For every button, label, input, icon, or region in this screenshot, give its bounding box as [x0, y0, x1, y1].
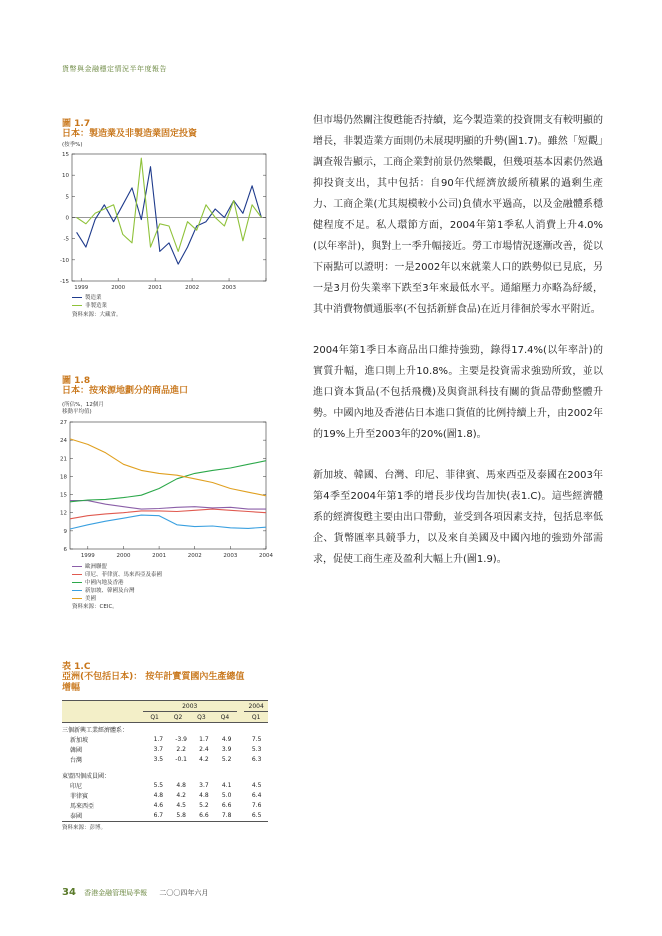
footer [62, 887, 208, 898]
table-cell: 1.7 [199, 736, 209, 744]
quarter-header: Q1 [150, 713, 159, 721]
table-cell: 6.6 [221, 802, 232, 810]
y-tick-label: 0 [65, 215, 69, 222]
figure-1-8-number: 圖 1.8 [62, 376, 91, 386]
year-header-2003: 2003 [143, 701, 237, 712]
x-tick-label: 2003 [222, 285, 237, 291]
figure-1-8 [62, 373, 272, 397]
legend-swatch-nie3 [72, 590, 82, 591]
y-tick-label: 12 [60, 510, 67, 517]
table-cell: 7.8 [221, 812, 232, 820]
x-tick-label: 2004 [259, 553, 273, 559]
table-cell: 4.1 [221, 782, 232, 790]
legend-item-asean4 [72, 571, 162, 579]
table-cell: 1.7 [153, 736, 164, 744]
table-cell: 5.2 [199, 802, 209, 810]
y-tick-label: 18 [60, 474, 67, 481]
table-row-label: 新加坡 [70, 737, 89, 745]
y-tick-label: 5 [65, 194, 69, 201]
table-group-label: 三個新興工業經濟體系： [62, 727, 129, 735]
table-cell: 7.6 [251, 802, 262, 810]
figure-1-7-chart [56, 148, 271, 300]
table-cell: 4.8 [199, 792, 209, 800]
table-row [62, 801, 268, 811]
figure-1-8-chart [56, 418, 276, 566]
table-spacer-cell [238, 755, 245, 765]
legend-item-us [72, 595, 162, 603]
figure-1-7-unit: (按季%) [62, 142, 83, 148]
table-row [62, 781, 268, 791]
legend-label-nie3: 新加坡、韓國及台灣 [85, 588, 135, 594]
table-cell: 3.5 [153, 756, 164, 764]
figure-1-7-title: 日本：製造業及非製造業固定投資 [62, 129, 198, 139]
page-number: 34 [62, 887, 76, 898]
series-line-2 [70, 461, 266, 502]
quarter-header: Q2 [173, 713, 183, 721]
quarter-header: Q4 [220, 713, 230, 721]
x-tick-label: 2001 [148, 285, 163, 291]
figure-1-8-source: 資料來源：CEIC。 [72, 604, 118, 610]
table-cell: 5.0 [221, 792, 232, 800]
legend-item-nie3 [72, 587, 162, 595]
table-cell: 2.2 [176, 746, 186, 754]
table-cell: 6.3 [251, 756, 262, 764]
series-line-4 [70, 439, 266, 496]
legend-item-non-manufacturing [72, 302, 122, 310]
year-header-2004: 2004 [244, 701, 268, 712]
table-cell: 3.7 [153, 746, 164, 754]
legend-swatch-manufacturing [72, 297, 82, 298]
y-tick-label: -15 [60, 279, 69, 285]
table-1c-body [62, 723, 268, 821]
table-row [62, 735, 268, 745]
table-1c-number: 表 1.C [62, 662, 91, 672]
table-cell: 4.9 [221, 736, 232, 744]
legend-label-eu: 歐洲聯盟 [85, 564, 108, 570]
table-row-label: 泰國 [70, 813, 83, 821]
table-row-label: 韓國 [70, 747, 83, 755]
figure-1-8-unit-line2: 移動平均值) [62, 409, 92, 415]
paragraph-3: 新加坡、韓國、台灣、印尼、菲律賓、馬來西亞及泰國在2003年第4季至2004年第1季的增長步伐均告加快(表1.C)。這些經濟體系的經濟復甦主要由出口帶動，並受到各項因素支持，包括息率低企、貨幣匯率具競爭力，以及來自美國及中國內地的強勁外部需求，促使工商生產及盈利大幅上升(圖1.9)。 [313, 470, 603, 565]
table-1c-title-line2: 增幅 [62, 683, 81, 693]
y-tick-label: 6 [63, 547, 67, 553]
paragraph-1: 但市場仍然關注復甦能否持續，迄今製造業的投資開支有較明顯的增長，非製造業方面則仍未展現明顯的升勢(圖1.7)。雖然「短觀」調查報告顯示，工商企業對前景仍然樂觀，但幾項基本因素仍然過抑投資支出，其中包括：自90年代經濟放緩所積累的過剩生產力、工商企業(尤其規模較小公司)負債水平過高，以及金融體系穩健程度不足。私人環節方面，2004年第1季私人消費上升4.0%(以年率計)，與對上一季升幅接近。勞工市場情況逐漸改善，從以下兩點可以證明：一是2002年以來就業人口的跌勢似已見底，另一是3月份失業率下跌至3年來最低水平。通縮壓力亦略為紓緩，其中消費物價通脹率(不包括新鮮食品)在近月徘徊於零水平附近。 [313, 115, 603, 315]
table-1c-heading [62, 659, 277, 694]
figure-1-7-number: 圖 1.7 [62, 119, 91, 129]
table-cell: 4.5 [176, 802, 186, 810]
legend-label-non-manufacturing: 非製造業 [85, 303, 108, 309]
figure-1-7 [62, 116, 272, 140]
table-group-label: 東盟四個成員國： [62, 773, 111, 781]
table-cell: -3.9 [175, 736, 187, 744]
table-row [62, 745, 268, 755]
figure-1-7-legend [72, 294, 122, 319]
y-tick-label: 15 [60, 492, 67, 499]
table-cell: 6.4 [251, 792, 262, 800]
table-cell: 5.8 [176, 812, 186, 820]
table-cell: -0.1 [175, 756, 187, 764]
table-cell: 4.2 [199, 756, 209, 764]
quarter-header: Q1 [251, 713, 261, 721]
table-cell: 7.5 [251, 736, 262, 744]
table-row-label: 台灣 [70, 757, 83, 765]
x-tick-label: 2000 [111, 285, 126, 291]
y-tick-label: -5 [63, 236, 69, 243]
quarter-header: Q3 [197, 713, 206, 721]
table-spacer-cell [238, 811, 245, 821]
table-row-label: 馬來西亞 [70, 803, 95, 811]
legend-item-eu [72, 563, 162, 571]
table-spacer-cell [238, 791, 245, 801]
table-cell: 6.7 [153, 812, 164, 820]
x-tick-label: 1999 [74, 285, 89, 291]
x-tick-label: 2003 [223, 553, 238, 559]
figure-1-8-unit-line1: (所佔%，12個月 [62, 402, 104, 408]
series-line-0 [70, 501, 266, 510]
x-tick-label: 2002 [187, 553, 202, 559]
table-cell: 4.5 [251, 782, 262, 790]
table-row-label: 菲律賓 [70, 793, 89, 801]
y-tick-label: 9 [63, 528, 67, 535]
legend-swatch-eu [72, 566, 82, 567]
legend-swatch-us [72, 598, 82, 599]
table-1c-header [62, 701, 268, 722]
table-cell: 4.6 [153, 802, 164, 810]
legend-item-china-hk [72, 579, 162, 587]
table-row [62, 755, 268, 765]
table-spacer-cell [238, 735, 245, 745]
table-group-header [62, 765, 268, 781]
figure-1-7-source: 資料來源：大藏省。 [72, 312, 122, 318]
table-cell: 3.7 [199, 782, 209, 790]
figure-1-8-title: 日本：按來源地劃分的商品進口 [62, 386, 189, 396]
y-tick-label: 27 [60, 420, 67, 426]
y-tick-label: 15 [62, 152, 69, 158]
body-text [313, 110, 603, 585]
table-cell: 5.2 [221, 756, 232, 764]
table-group-header [62, 723, 268, 735]
table-1c-title-line1: 亞洲(不包括日本)： 按年計實質國內生產總值 [62, 672, 245, 682]
table-row [62, 811, 268, 821]
publication-date: 二〇〇四年六月 [159, 889, 209, 897]
table-cell: 4.2 [176, 792, 186, 800]
legend-item-manufacturing [72, 294, 122, 302]
table-cell: 3.9 [221, 746, 232, 754]
table-row [62, 791, 268, 801]
y-tick-label: 21 [60, 456, 67, 463]
legend-label-manufacturing: 製造業 [85, 295, 102, 301]
table-1c [62, 700, 268, 832]
table-cell: 4.8 [153, 792, 164, 800]
series-line-3 [70, 515, 266, 529]
legend-swatch-non-manufacturing [72, 305, 82, 306]
legend-label-asean4: 印尼、菲律賓、馬來西亞及泰國 [85, 572, 163, 578]
figure-1-8-legend [72, 563, 162, 611]
publication-name: 香港金融管理局季報 [84, 889, 148, 897]
table-spacer-cell [238, 745, 245, 755]
legend-label-china-hk: 中國內地及香港 [85, 580, 124, 586]
table-1c-source: 資料來源：彭博。 [62, 824, 107, 831]
table-row-label: 印尼 [70, 783, 83, 791]
table-bottom-rule [62, 821, 268, 822]
table-cell: 6.6 [199, 812, 209, 820]
table-cell: 5.3 [251, 746, 262, 754]
plot-frame [70, 422, 266, 549]
x-tick-label: 2001 [152, 553, 167, 559]
table-spacer-cell [238, 801, 245, 811]
y-tick-label: 24 [60, 438, 67, 445]
x-tick-label: 2002 [185, 285, 200, 291]
legend-swatch-china-hk [72, 582, 82, 583]
table-cell: 2.4 [199, 746, 209, 754]
table-spacer-cell [238, 781, 245, 791]
legend-swatch-asean4 [72, 574, 82, 575]
x-tick-label: 2000 [116, 553, 131, 559]
y-tick-label: -10 [60, 257, 69, 264]
x-tick-label: 1999 [80, 553, 95, 559]
running-head: 貨幣與金融穩定情況半年度報告 [62, 65, 167, 73]
legend-label-us: 美國 [85, 596, 97, 602]
table-cell: 6.5 [251, 812, 262, 820]
table-cell: 5.5 [153, 782, 164, 790]
series-line-0 [77, 167, 262, 264]
figure-1-8-unit [62, 402, 104, 416]
table-cell: 4.8 [176, 782, 186, 790]
paragraph-2: 2004年第1季日本商品出口維持強勁，錄得17.4%(以年率計)的實質升幅，進口則上升10.8%。主要是投資需求強勁所致，並以進口資本貨品(不包括飛機)及與資訊科技有關的貨品帶動整體升勢。中國內地及香港佔日本進口貨值的比例持續上升，由2002年的19%上升至2003年的20%(圖1.8)。 [313, 345, 603, 440]
y-tick-label: 10 [62, 173, 69, 180]
series-line-1 [70, 509, 266, 519]
